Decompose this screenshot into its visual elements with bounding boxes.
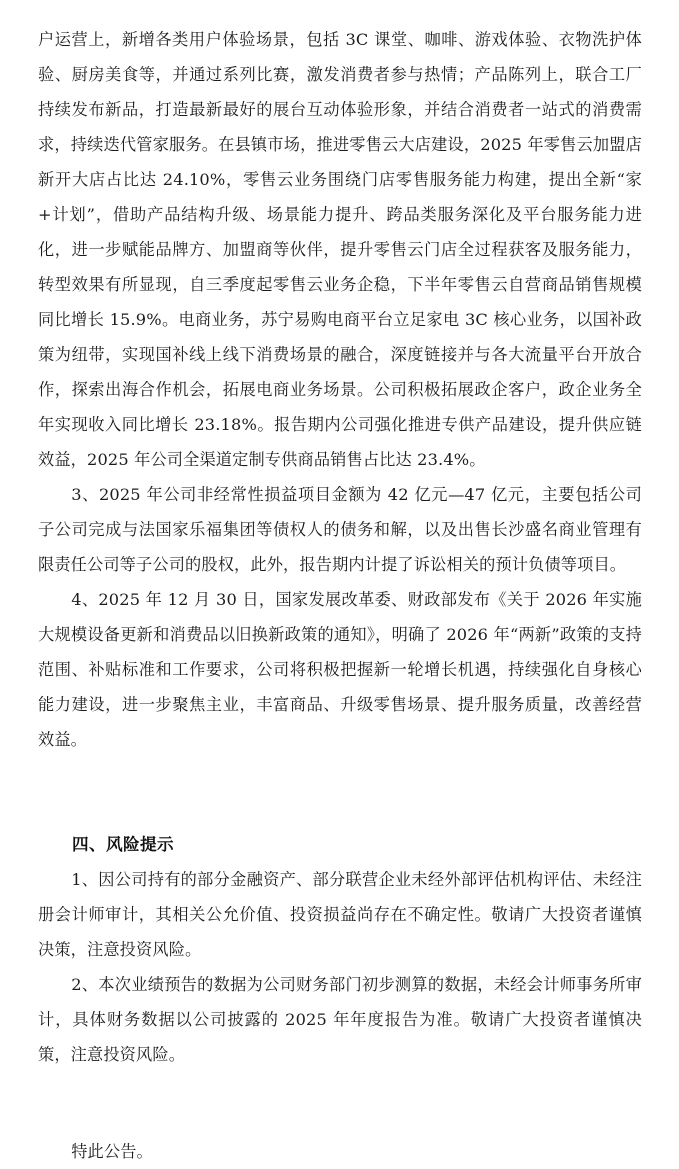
risk-section-heading: 四、风险提示 <box>72 835 174 854</box>
risk-item-2: 2、本次业绩预告的数据为公司财务部门初步测算的数据，未经会计师事务所审计，具体财务数据以公司披露的 2025 年年度报告为准。敬请广大投资者谨慎决策，注意投资风险。 <box>38 975 642 1064</box>
closing-gap <box>38 1072 642 1134</box>
paragraph-item-3: 3、2025 年公司非经常性损益项目金额为 42 亿元—47 亿元，主要包括公司子公司完成与法国家乐福集团等债权人的债务和解，以及出售长沙盛名商业管理有限责任公司等子公司的股权，此外，报告期内计提了诉讼相关的预计负债等项目。 <box>38 485 642 574</box>
paragraph-item-4: 4、2025 年 12 月 30 日，国家发展改革委、财政部发布《关于 2026 年实施大规模设备更新和消费品以旧换新政策的通知》，明确了 2026 年“两新”政策的支持范围、补贴标准和工作要求，公司将积极把握新一轮增长机遇，持续强化自身核心能力建设，进一步聚焦主业，丰富商品、升级零售场景、提升服务质量，改善经营效益。 <box>38 590 642 749</box>
document-text-column <box>38 22 642 1169</box>
closing-statement: 特此公告。 <box>71 1142 153 1161</box>
paragraph-continuation: 户运营上，新增各类用户体验场景，包括 3C 课堂、咖啡、游戏体验、衣物洗护体验、厨房美食等，并通过系列比赛，激发消费者参与热情；产品陈列上，联合工厂持续发布新品，打造最新最好的展台互动体验形象，并结合消费者一站式的消费需求，持续迭代管家服务。在县镇市场，推进零售云大店建设，2025 年零售云加盟店新开大店占比达 24.10%，零售云业务围绕门店零售服务能力构建，提出全新“家+计划”，借助产品结构升级、场景能力提升、跨品类服务深化及平台服务能力进化，进一步赋能品牌方、加盟商等伙伴，提升零售云门店全过程获客及服务能力，转型效果有所显现，自三季度起零售云业务企稳，下半年零售云自营商品销售规模同比增长 15.9%。电商业务，苏宁易购电商平台立足家电 3C 核心业务，以国补政策为纽带，实现国补线上线下消费场景的融合，深度链接并与各大流量平台开放合作，探索出海合作机会，拓展电商业务场景。公司积极拓展政企客户，政企业务全年实现收入同比增长 23.18%。报告期内公司强化推进专供产品建设，提升供应链效益，2025 年公司全渠道定制专供商品销售占比达 23.4%。 <box>38 30 642 469</box>
risk-item-1: 1、因公司持有的部分金融资产、部分联营企业未经外部评估机构评估、未经注册会计师审计，其相关公允价值、投资损益尚存在不确定性。敬请广大投资者谨慎决策，注意投资风险。 <box>38 870 642 959</box>
section-gap <box>38 757 642 827</box>
